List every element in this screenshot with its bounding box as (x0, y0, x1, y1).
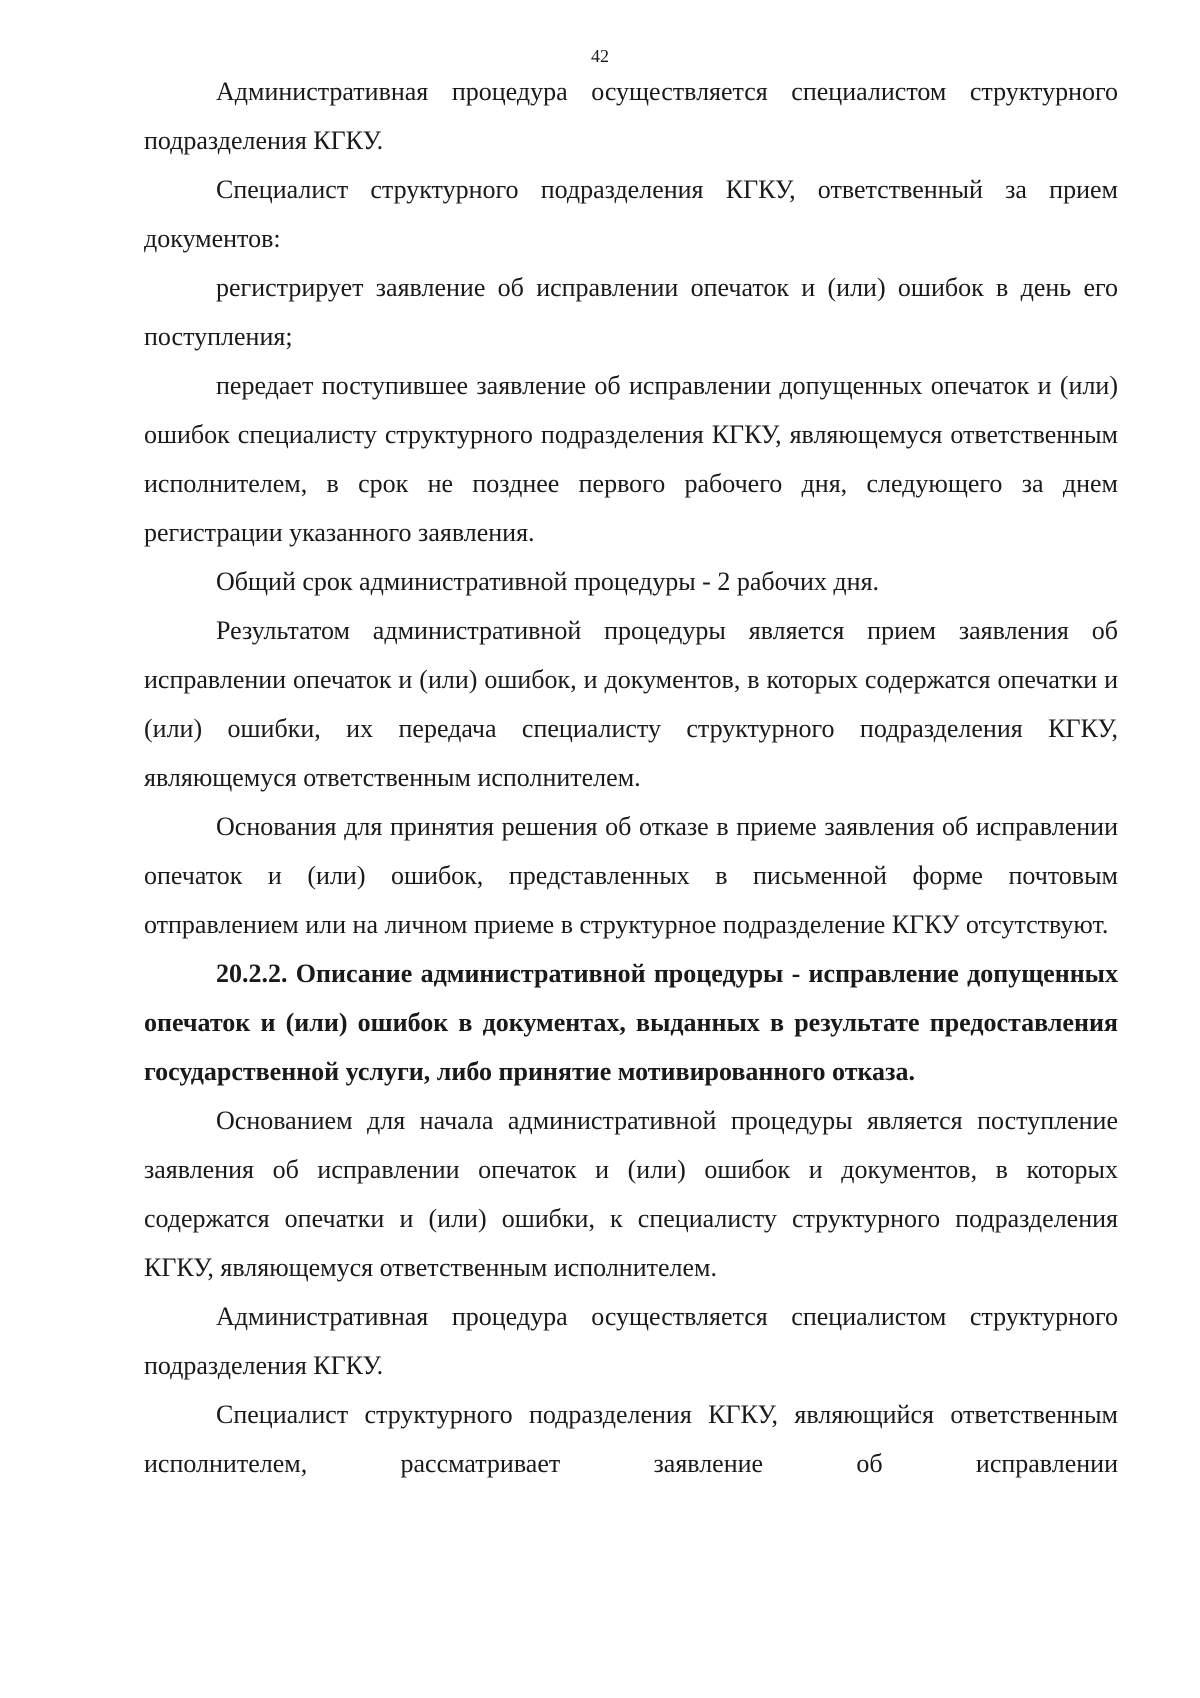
paragraph: Административная процедура осуществляется специалистом структурного подразделения КГКУ. (144, 77, 1118, 155)
section-heading: 20.2.2. Описание административной процедуры - исправление допущенных опечаток и (или) ошибок в документах, выданных в результате предоставления государственной услуги, либо принятие мотивированного отказа. (144, 959, 1118, 1086)
paragraph: Основанием для начала административной процедуры является поступление заявления об исправлении опечаток и (или) ошибок и документов, в которых содержатся опечатки и (или) ошибки, к специалисту структурного подразделения КГКУ, являющемуся ответственным исполнителем. (144, 1106, 1118, 1282)
document-body (144, 67, 1118, 1488)
paragraph: Результатом административной процедуры является прием заявления об исправлении опечаток и (или) ошибок, и документов, в которых содержатся опечатки и (или) ошибки, их передача специалисту структурного подразделения КГКУ, являющемуся ответственным исполнителем. (144, 616, 1118, 792)
page-number: 42 (591, 46, 609, 66)
paragraph: Основания для принятия решения об отказе в приеме заявления об исправлении опечаток и (или) ошибок, представленных в письменной форме почтовым отправлением или на личном приеме в структурное подразделение КГКУ отсутствуют. (144, 812, 1118, 939)
paragraph: регистрирует заявление об исправлении опечаток и (или) ошибок в день его поступления; (144, 273, 1118, 351)
paragraph: Специалист структурного подразделения КГКУ, ответственный за прием документов: (144, 175, 1118, 253)
paragraph: Административная процедура осуществляется специалистом структурного подразделения КГКУ. (144, 1302, 1118, 1380)
paragraph: Специалист структурного подразделения КГКУ, являющийся ответственным исполнителем, рассматривает заявление об исправлении (144, 1400, 1118, 1478)
paragraph: передает поступившее заявление об исправлении допущенных опечаток и (или) ошибок специалисту структурного подразделения КГКУ, являющемуся ответственным исполнителем, в срок не позднее первого рабочего дня, следующего за днем регистрации указанного заявления. (144, 371, 1118, 547)
paragraph: Общий срок административной процедуры - 2 рабочих дня. (216, 567, 880, 596)
